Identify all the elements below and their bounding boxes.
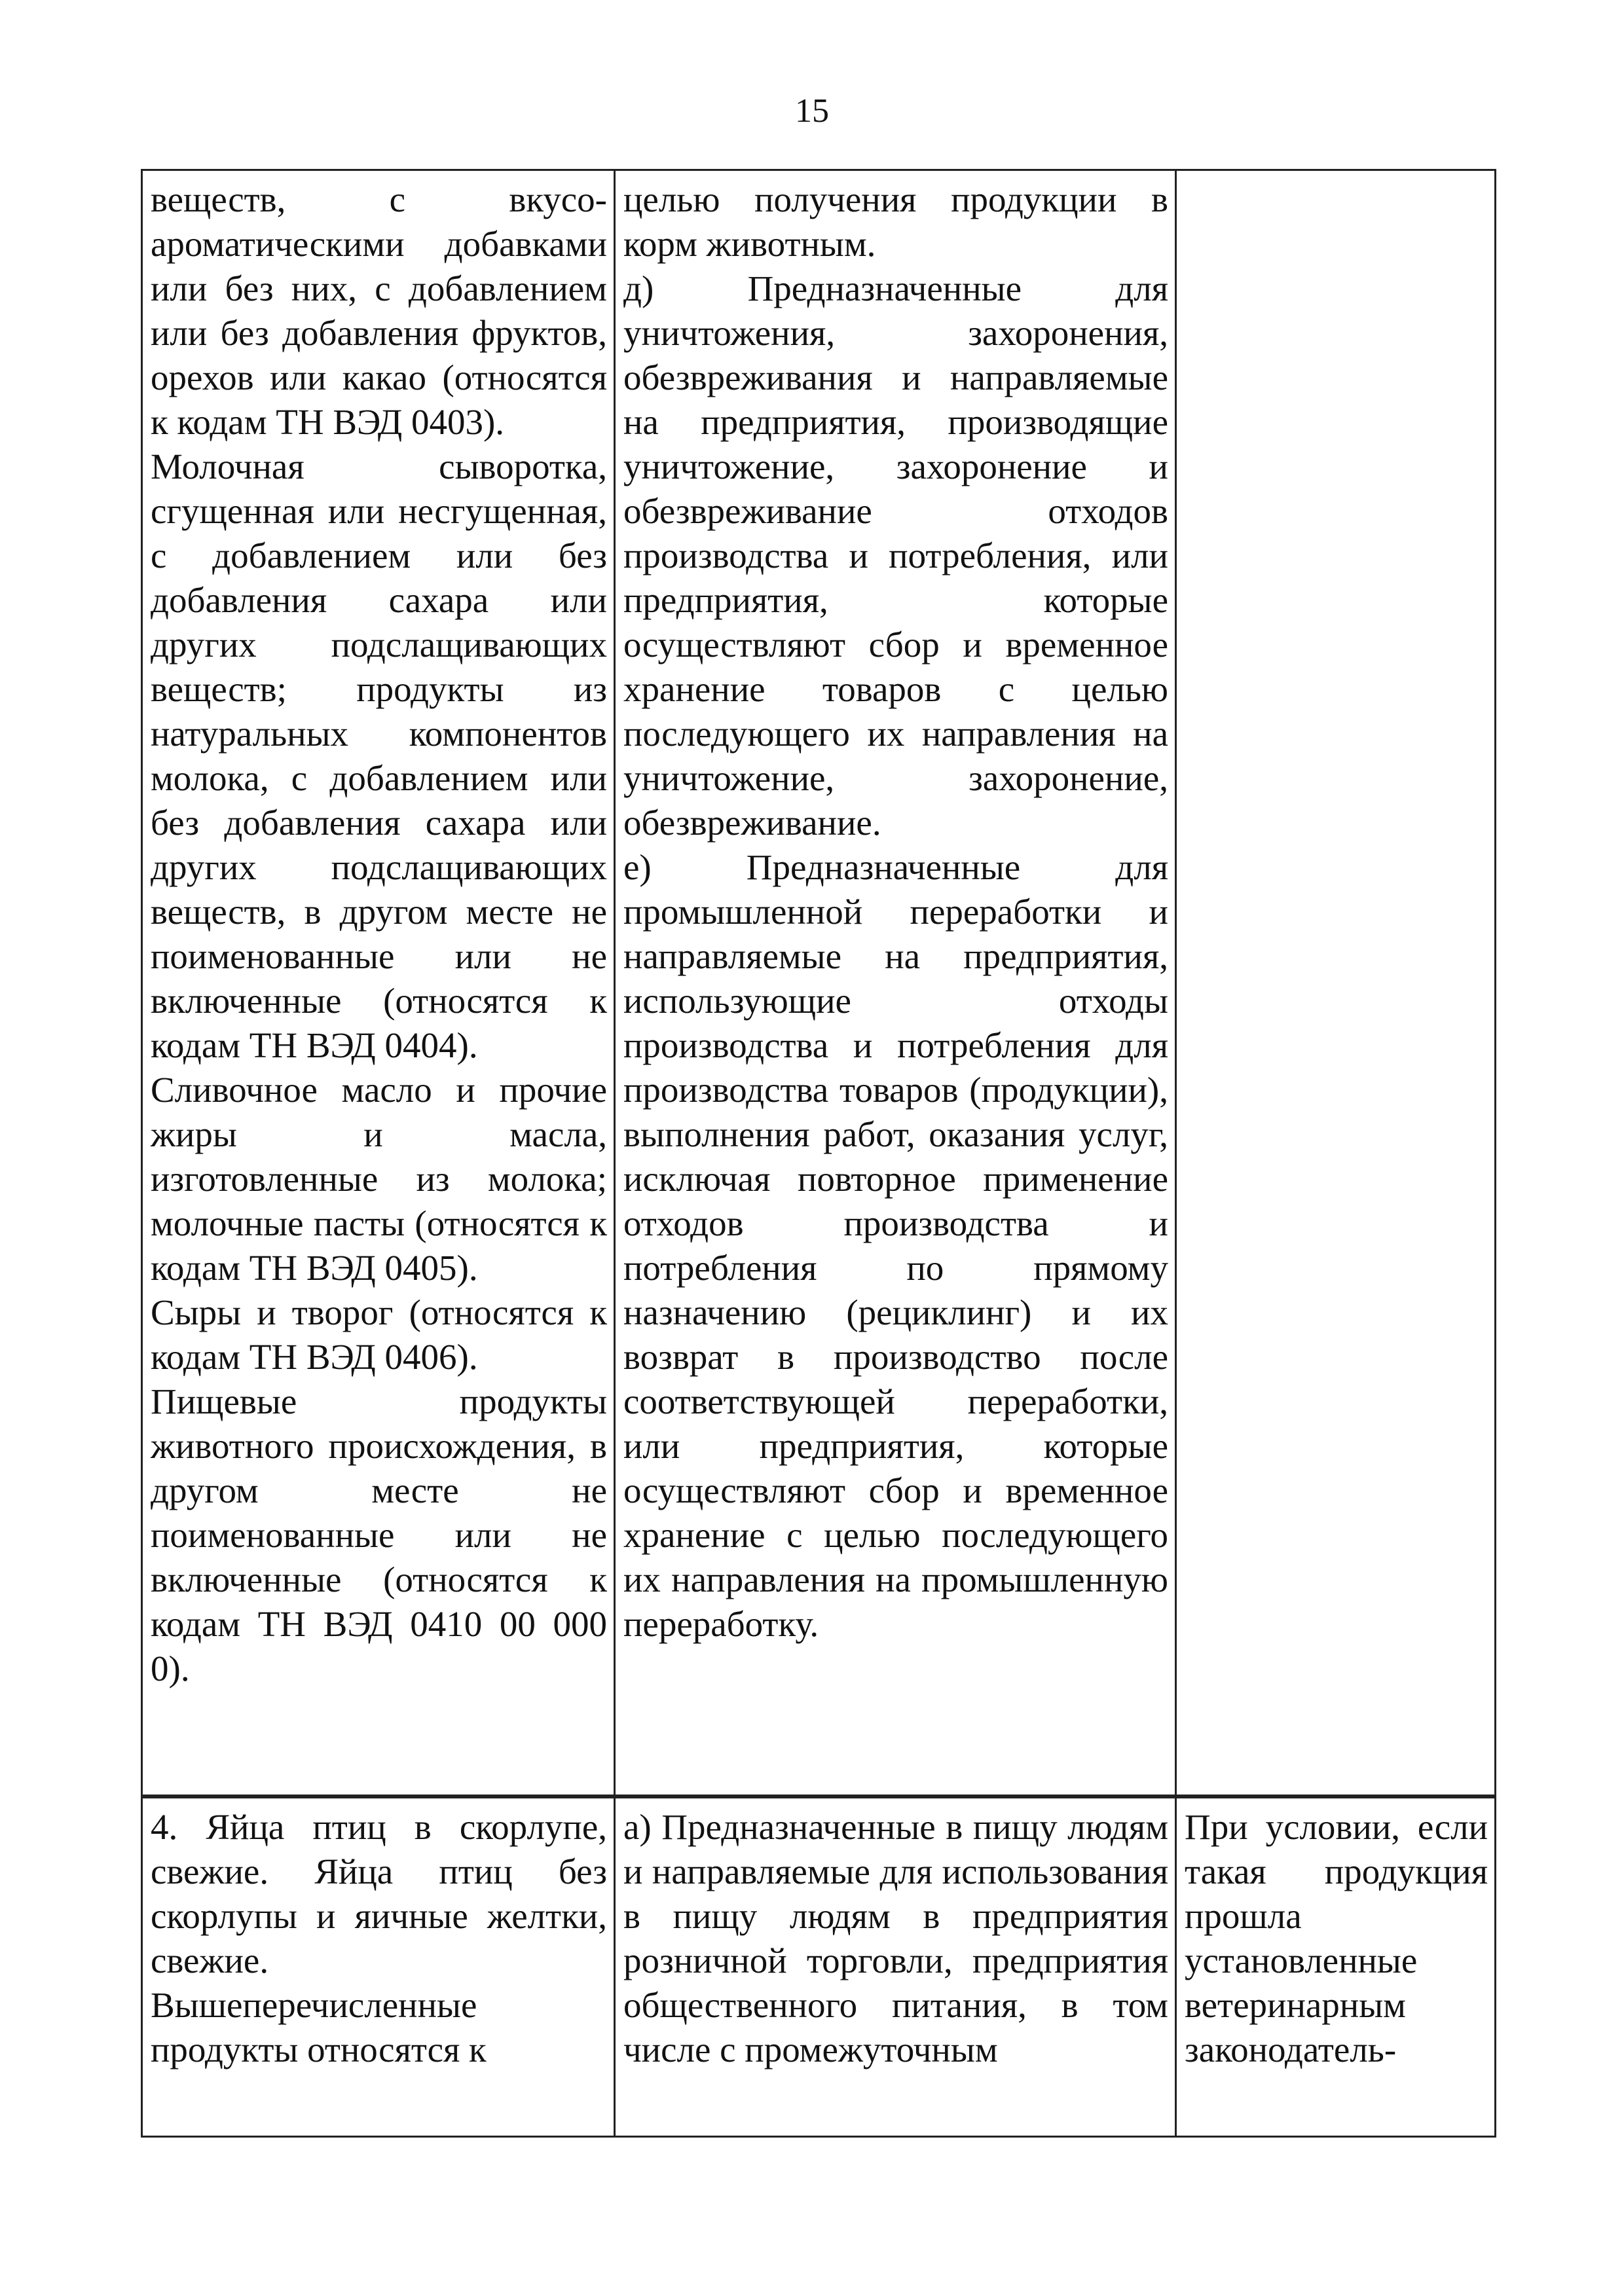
table-row — [142, 1796, 1496, 2137]
cell-paragraph: веществ, с вкусо-ароматическими добавками или без них, с добавлением или без добавления фруктов, орехов или какао (относятся к кодам ТН ВЭД 0403). — [151, 179, 607, 442]
cell-paragraph: 4. Яйца птиц в скорлупе, свежие. Яйца птиц без скорлупы и яичные желтки, свежие. — [151, 1807, 607, 1980]
condition-cell — [1176, 1796, 1496, 2137]
page-number: 15 — [795, 92, 829, 130]
cell-paragraph: При условии, если такая продукция прошла установленные ветеринарным законодатель- — [1185, 1807, 1488, 2069]
cell-paragraph: Сливочное масло и прочие жиры и масла, изготовленные из молока; молочные пасты (относятся к кодам ТН ВЭД 0405). — [151, 1070, 607, 1288]
cell-paragraph: а) Предназначенные в пищу людям и направляемые для использования в пищу людям в предприятия розничной торговли, предприятия общественного питания, в том числе с промежуточным — [623, 1807, 1168, 2069]
purpose-cell — [615, 1796, 1176, 2137]
cell-paragraph: Молочная сыворотка, сгущенная или несгущенная, с добавлением или без добавления сахара или других подслащивающих веществ; продукты из натуральных компонентов молока, с добавлением или без добавления сахара или других подслащивающих веществ, в другом месте не поименованные или не включенные (относятся к кодам ТН ВЭД 0404). — [151, 446, 607, 1065]
purpose-cell — [615, 170, 1176, 1797]
condition-cell — [1176, 170, 1496, 1797]
table-row — [142, 170, 1496, 1797]
cell-paragraph: целью получения продукции в корм животным. — [623, 179, 1168, 264]
goods-table — [141, 169, 1496, 2138]
cell-paragraph: д) Предназначенные для уничтожения, захоронения, обезвреживания и направляемые на предприятия, производящие уничтожение, захоронение и обезвреживание отходов производства и потребления, или предприятия, которые осуществляют сбор и временное хранение товаров с целью последующего их направления на уничтожение, захоронение, обезвреживание. — [623, 268, 1168, 843]
cell-paragraph: Вышеперечисленные продукты относятся к — [151, 1985, 487, 2069]
cell-paragraph: Сыры и творог (относятся к кодам ТН ВЭД 0406). — [151, 1292, 607, 1377]
product-cell — [142, 170, 615, 1797]
cell-paragraph: е) Предназначенные для промышленной переработки и направляемые на предприятия, использующие отходы производства и потребления для производства товаров (продукции), выполнения работ, оказания услуг, исключая повторное применение отходов производства и потребления по прямому назначению (рециклинг) и их возврат в производство после соответствующей переработки, или предприятия, которые осуществляют сбор и временное хранение с целью последующего их направления на промышленную переработку. — [623, 847, 1168, 1644]
product-cell — [142, 1796, 615, 2137]
cell-paragraph: Пищевые продукты животного происхождения, в другом месте не поименованные или не включенные (относятся к кодам ТН ВЭД 0410 00 000 0). — [151, 1381, 607, 1688]
